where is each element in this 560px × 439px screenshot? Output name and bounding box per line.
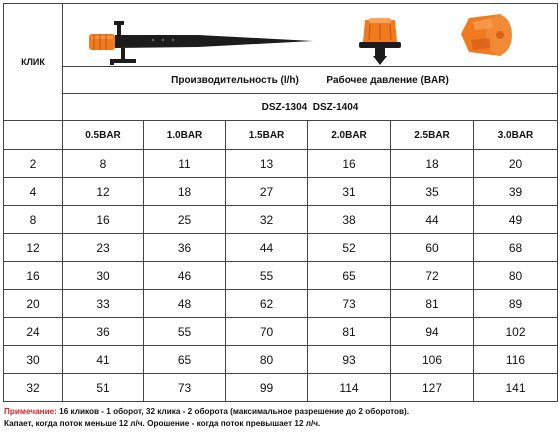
pressure-header-3: 2.0BAR [308, 121, 391, 150]
value-cell: 94 [391, 318, 474, 346]
table-row [4, 290, 558, 318]
value-cell: 32 [226, 206, 308, 234]
value-cell: 73 [308, 290, 391, 318]
value-cell: 55 [226, 262, 308, 290]
value-cell: 81 [391, 290, 474, 318]
pressure-header-4: 2.5BAR [391, 121, 474, 150]
table-row [4, 374, 558, 402]
value-cell: 11 [144, 150, 226, 178]
value-cell: 80 [474, 262, 558, 290]
value-cell: 60 [391, 234, 474, 262]
klik-cell: 8 [4, 206, 63, 234]
klik-cell: 4 [4, 178, 63, 206]
dripper-stake-image [89, 21, 313, 65]
value-cell: 51 [63, 374, 144, 402]
value-cell: 55 [144, 318, 226, 346]
footnote-line-1 [4, 406, 556, 418]
table-row [4, 262, 558, 290]
klik-blank-cell [4, 121, 63, 150]
pressure-header-5: 3.0BAR [474, 121, 558, 150]
value-cell: 44 [391, 206, 474, 234]
pressure-header-1: 1.0BAR [144, 121, 226, 150]
value-cell: 39 [474, 178, 558, 206]
product-illustration [63, 4, 557, 66]
value-cell: 33 [63, 290, 144, 318]
pressure-header-2: 1.5BAR [226, 121, 308, 150]
footnote-line-2: Капает, когда поток меньше 12 л/ч. Орошение - когда поток превышает 12 л/ч. [4, 419, 321, 428]
value-cell: 18 [144, 178, 226, 206]
klik-cell: 24 [4, 318, 63, 346]
note-line-1-text: 16 кликов - 1 оборот, 32 клика - 2 оборота (максимальное разрешение до 2 оборотов). [56, 407, 410, 416]
performance-pressure-header [63, 67, 558, 94]
table-row [4, 150, 558, 178]
table-row [4, 206, 558, 234]
value-cell: 68 [474, 234, 558, 262]
klik-cell: 32 [4, 374, 63, 402]
flow-rate-table [3, 3, 558, 402]
value-cell: 41 [63, 346, 144, 374]
value-cell: 72 [391, 262, 474, 290]
klik-cell: 12 [4, 234, 63, 262]
value-cell: 48 [144, 290, 226, 318]
product-images [63, 4, 558, 67]
cap-dripper-image [359, 18, 401, 65]
footnote [4, 406, 556, 430]
value-cell: 27 [226, 178, 308, 206]
value-cell: 8 [63, 150, 144, 178]
note-label: Примечание: [4, 407, 57, 416]
performance-label: Производительность (l/h) [171, 74, 299, 86]
value-cell: 31 [308, 178, 391, 206]
klik-header: КЛИК [4, 4, 63, 121]
value-cell: 80 [226, 346, 308, 374]
value-cell: 16 [308, 150, 391, 178]
value-cell: 62 [226, 290, 308, 318]
orange-cap-image [461, 14, 512, 56]
value-cell: 102 [474, 318, 558, 346]
value-cell: 20 [474, 150, 558, 178]
value-cell: 99 [226, 374, 308, 402]
value-cell: 89 [474, 290, 558, 318]
value-cell: 36 [63, 318, 144, 346]
value-cell: 52 [308, 234, 391, 262]
model-label: DSZ-1304 DSZ-1404 [63, 94, 558, 121]
value-cell: 106 [391, 346, 474, 374]
klik-cell: 30 [4, 346, 63, 374]
klik-cell: 2 [4, 150, 63, 178]
value-cell: 114 [308, 374, 391, 402]
value-cell: 25 [144, 206, 226, 234]
value-cell: 36 [144, 234, 226, 262]
value-cell: 35 [391, 178, 474, 206]
value-cell: 44 [226, 234, 308, 262]
value-cell: 16 [63, 206, 144, 234]
value-cell: 70 [226, 318, 308, 346]
value-cell: 65 [308, 262, 391, 290]
table-row [4, 178, 558, 206]
value-cell: 13 [226, 150, 308, 178]
value-cell: 127 [391, 374, 474, 402]
pressure-header-0: 0.5BAR [63, 121, 144, 150]
klik-cell: 20 [4, 290, 63, 318]
value-cell: 38 [308, 206, 391, 234]
value-cell: 46 [144, 262, 226, 290]
klik-cell: 16 [4, 262, 63, 290]
value-cell: 141 [474, 374, 558, 402]
value-cell: 23 [63, 234, 144, 262]
table-row [4, 346, 558, 374]
value-cell: 116 [474, 346, 558, 374]
value-cell: 12 [63, 178, 144, 206]
value-cell: 18 [391, 150, 474, 178]
pressure-label: Рабочее давление (BAR) [326, 74, 449, 86]
table-row [4, 318, 558, 346]
value-cell: 65 [144, 346, 226, 374]
table-row [4, 234, 558, 262]
value-cell: 49 [474, 206, 558, 234]
value-cell: 30 [63, 262, 144, 290]
value-cell: 93 [308, 346, 391, 374]
value-cell: 73 [144, 374, 226, 402]
value-cell: 81 [308, 318, 391, 346]
